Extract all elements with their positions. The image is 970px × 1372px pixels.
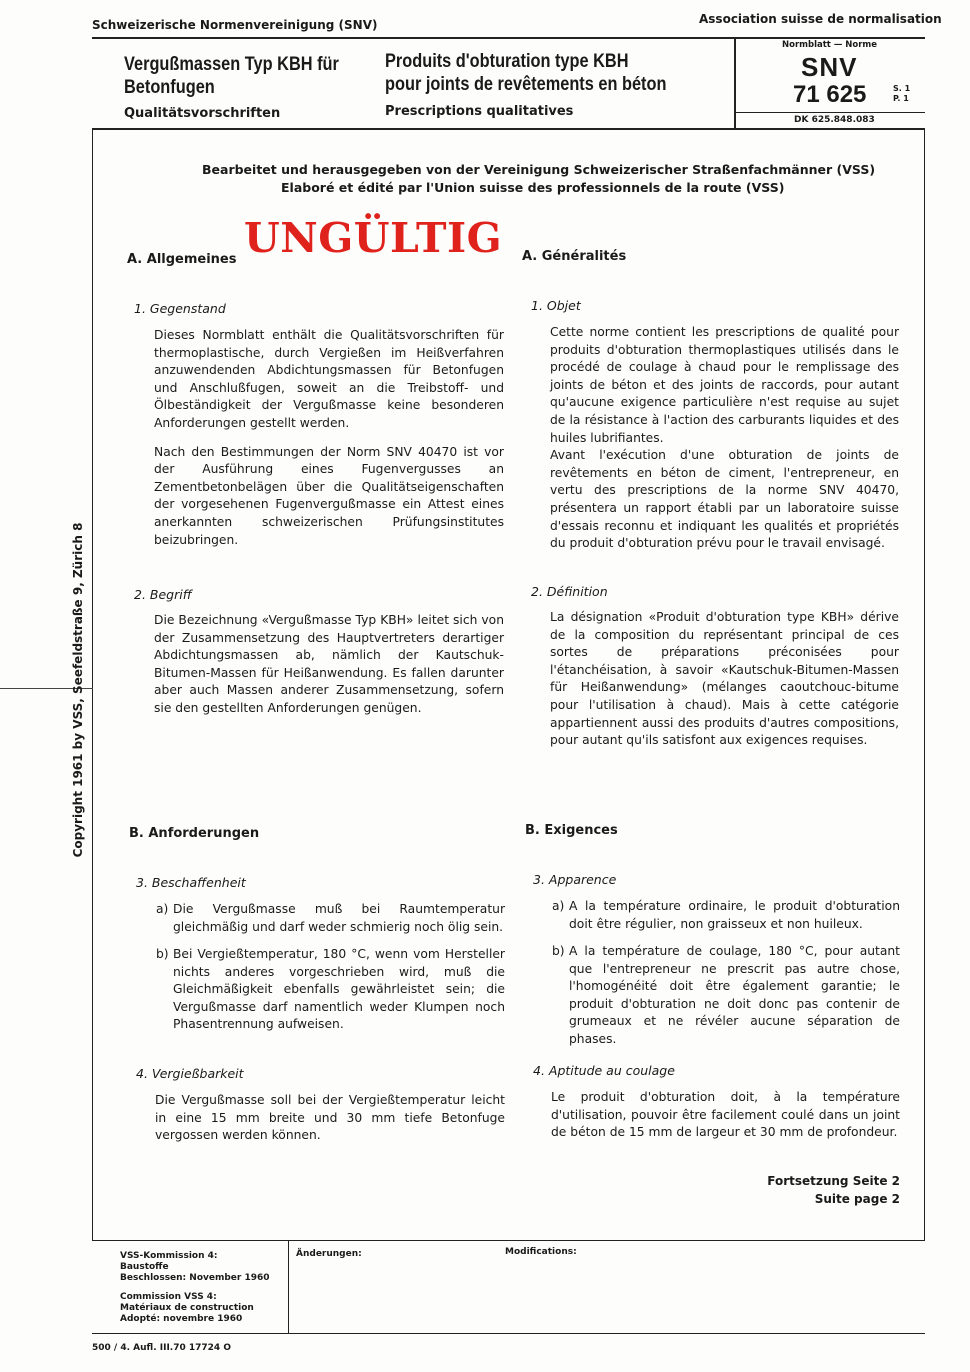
- text-4-de: Die Vergußmasse soll bei der Vergießtemperatur leicht in eine 15 mm breite und 30 mm tiefe Betonfuge vergossen werden können.: [155, 1093, 505, 1143]
- footer-divider: [288, 1240, 289, 1334]
- header-top-rule: [92, 37, 925, 39]
- text-1-fr: Cette norme contient les prescriptions de qualité pour produits d'obturation thermoplastiques utilisés dans le procédé de coulage à chaud pour le remplissage des joints de béton et des joints de raccords, pour autant qu'aucune exigence particulière n'est requise au sujet de la résistance à l'action des carburants liquides et des huiles lubrifiantes. Avant l'exécution d'une obturation de joints de revêtements en béton de ciment, l'entrepreneur, en vertu des prescriptions de la norme SNV 40470, présentera un rapport établi par un laboratoire suisse d'essais reconnu et indiquant les qualités et propriétés du produit d'obturation prévu pour le travail envisagé.: [550, 325, 899, 551]
- changes-label-de: Änderungen:: [296, 1249, 362, 1259]
- heading-3-fr: 3. Apparence: [533, 872, 617, 887]
- dk-code: DK 625.848.083: [794, 115, 875, 125]
- commission-de: VSS-Kommission 4: Baustoffe Beschlossen: November 1960: [120, 1251, 270, 1283]
- footer-top-rule: [92, 1240, 925, 1241]
- norm-label: Normblatt — Norme: [782, 40, 878, 50]
- text-1-de: Dieses Normblatt enthält die Qualitätsvorschriften für thermoplastische, durch Vergießen im Heißverfahren anzuwendenden Abdichtungsmassen für Betonfugen und Anschlußfugen, soweit an die Treibstoff- und Ölbeständigkeit der Vergußmasse keine besonderen Anforderungen gestellt werden. Nach den Bestimmungen der Norm SNV 40470 ist vor der Ausführung eines Fugenvergusses an Zementbetonbelägen über die Qualitätseigenschaften der vorgesehenen Fugenvergußmasse ein Attest eines anerkannten schweizerischen Prüfungsinstitutes beizubringen.: [154, 328, 504, 547]
- text-4-fr: Le produit d'obturation doit, à la température d'utilisation, pouvoir être facilement coulé dans un joint de béton de 15 mm de largeur et 30 mm de profondeur.: [551, 1090, 900, 1140]
- header-divider: [734, 37, 736, 130]
- subtitle-fr: Prescriptions qualitatives: [385, 104, 574, 119]
- norm-number: 71 625: [793, 81, 867, 108]
- dk-rule: [736, 112, 925, 113]
- intro-fr: Elaboré et édité par l'Union suisse des professionnels de la route (VSS): [281, 180, 785, 195]
- heading-1-de: 1. Gegenstand: [134, 301, 226, 316]
- text-2-de: Die Bezeichnung «Vergußmasse Typ KBH» leitet sich von der Zusammensetzung des Hauptvertreters derartiger Abdichtungsmassen ab, nämlich der Kautschuk-Bitumen-Massen für Heißanwendung. Es fallen darunter aber auch Massen anderer Zusammensetzung, sofern sie den gestellten Anforderungen genügen.: [154, 613, 504, 715]
- heading-3-de: 3. Beschaffenheit: [136, 875, 246, 890]
- commission-fr: Commission VSS 4: Matériaux de construction Adopté: novembre 1960: [120, 1292, 254, 1324]
- snv-mark: SNV: [801, 52, 858, 82]
- header-bottom-rule: [92, 128, 925, 130]
- section-b-fr: B. Exigences: [525, 823, 618, 838]
- footer-bottom-rule: [92, 1333, 925, 1334]
- print-info: 500 / 4. Aufl. III.70 17724 O: [92, 1343, 231, 1353]
- item-3b-fr: b) A la température de coulage, 180 °C, pour autant que l'entrepreneur ne prescrit pas autre chose, l'homogénéité doit être également garantie; le produit d'obturation ne doit donc pas contenir de grumeaux et ne révéler aucune séparation de phases.: [552, 944, 900, 1046]
- org-name-de: Schweizerische Normenvereinigung (SNV): [92, 18, 378, 32]
- item-3a-de: a) Die Vergußmasse muß bei Raumtemperatur gleichmäßig und darf weder schmierig noch ölig sein.: [156, 902, 505, 934]
- page-indicator: S. 1 P. 1: [893, 84, 911, 103]
- body-left-rule: [92, 130, 93, 1240]
- invalid-stamp: UNGÜLTIG: [244, 214, 503, 262]
- heading-2-de: 2. Begriff: [134, 587, 192, 602]
- item-3b-de: b) Bei Vergießtemperatur, 180 °C, wenn vom Hersteller nichts anderes vorgeschrieben wird, muß die Gleichmäßigkeit ebenfalls gewährleistet sein; die Vergußmasse darf namentlich weder Klumpen noch Phasentrennung aufweisen.: [156, 947, 505, 1032]
- section-a-de: A. Allgemeines: [127, 252, 237, 267]
- body-right-rule: [924, 130, 925, 1240]
- section-b-de: B. Anforderungen: [129, 826, 260, 841]
- text-2-fr: La désignation «Produit d'obturation type KBH» dérive de la composition du représentant principal de ces sortes de préparations préconisées pour l'étanchéisation, à savoir «Kautschuk-Bitumen-Massen für Heißanwendung» (mélanges caoutchouc-bitume pour l'utilisation à chaud). Mais à cette catégorie appartiennent aussi des produits d'autres compositions, pour autant qu'ils satisfont aux exigences requises.: [550, 610, 899, 748]
- copyright-notice: Copyright 1961 by VSS, Seefeldstraße 9, Zürich 8: [71, 522, 85, 858]
- item-3a-fr: a) A la température ordinaire, le produit d'obturation doit être régulier, non graisseux et non huileux.: [552, 899, 900, 931]
- continuation-note: Fortsetzung Seite 2 Suite page 2: [767, 1174, 900, 1206]
- intro-de: Bearbeitet und herausgegeben von der Vereinigung Schweizerischer Straßenfachmänner (VSS): [202, 162, 876, 177]
- section-a-fr: A. Généralités: [522, 249, 627, 264]
- heading-4-fr: 4. Aptitude au coulage: [533, 1063, 675, 1078]
- heading-4-de: 4. Vergießbarkeit: [136, 1066, 244, 1081]
- title-fr: Produits d'obturation type KBH pour joints de revêtements en béton: [385, 51, 667, 95]
- subtitle-de: Qualitätsvorschriften: [124, 106, 281, 121]
- org-name-fr: Association suisse de normalisation: [699, 12, 942, 26]
- changes-label-fr: Modifications:: [505, 1247, 577, 1257]
- heading-2-fr: 2. Définition: [531, 584, 608, 599]
- heading-1-fr: 1. Objet: [531, 298, 581, 313]
- title-de: Vergußmassen Typ KBH für Betonfugen: [124, 54, 339, 98]
